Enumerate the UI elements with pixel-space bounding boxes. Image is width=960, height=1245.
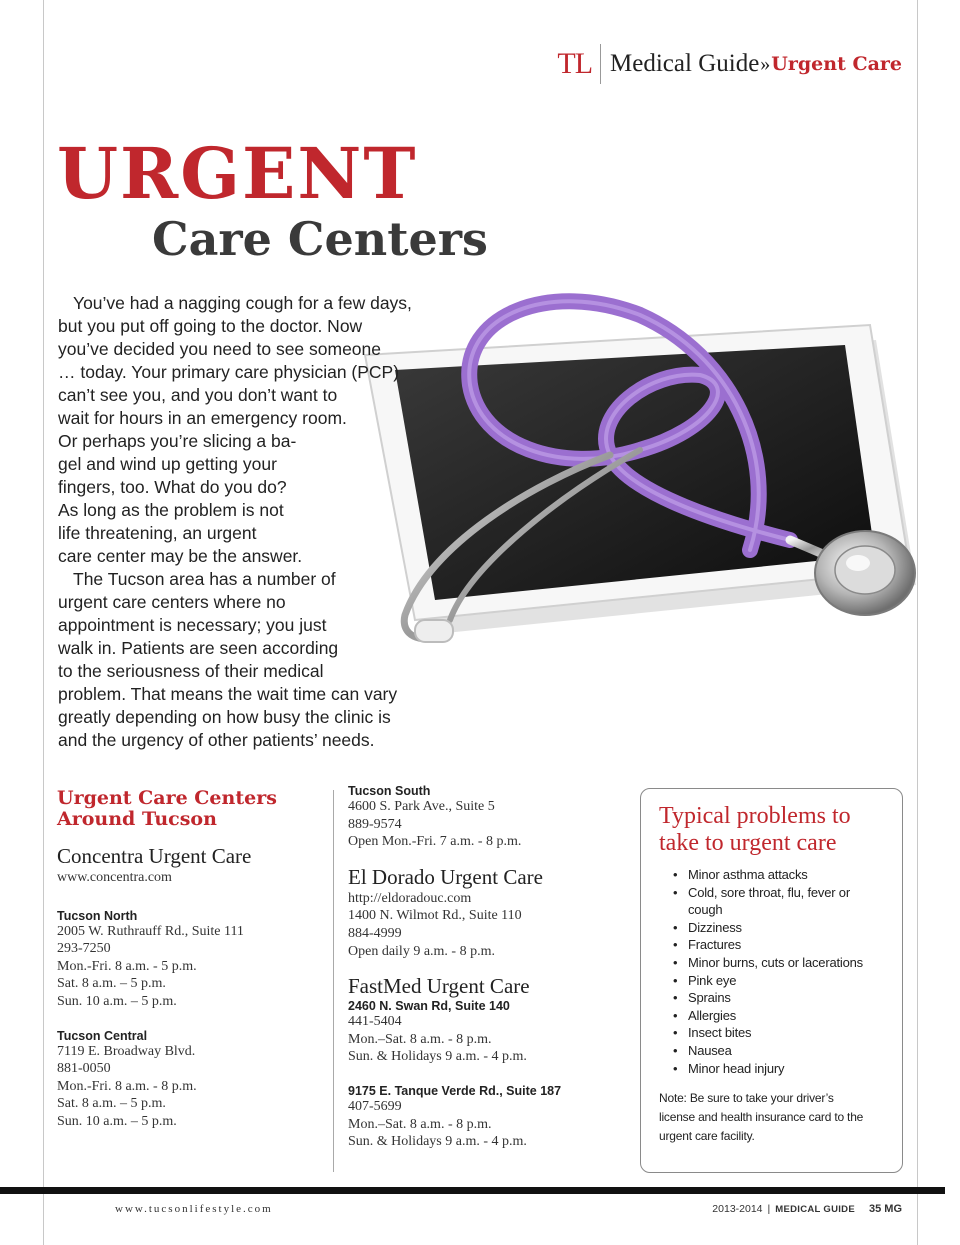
list-item-text: Minor head injury	[688, 1060, 785, 1076]
list-item-text: Cold, sore throat, flu, fever or	[688, 884, 850, 900]
bullet-icon: •	[673, 919, 678, 935]
list-item	[673, 866, 888, 884]
page-title: URGENT	[57, 132, 418, 215]
intro-line: but you put off going to the doctor. Now	[58, 316, 363, 336]
location-info-line: 1400 N. Wilmot Rd., Suite 110	[348, 908, 522, 924]
location-info-line: 881-0050	[57, 1061, 111, 1077]
clinic-list-column-2	[348, 784, 618, 1151]
bullet-icon: •	[673, 1007, 678, 1023]
page-subtitle: Care Centers	[152, 212, 488, 266]
chestpiece-icon	[815, 531, 915, 615]
bullet-icon: •	[673, 867, 678, 882]
header-arrow: »	[760, 52, 771, 75]
location-info-line: Sun. 10 a.m. – 5 p.m.	[57, 993, 177, 1009]
column-divider	[333, 790, 334, 1172]
intro-paragraphs	[58, 292, 438, 752]
list-item	[673, 954, 888, 972]
location-info-line: 441-5404	[348, 1014, 402, 1030]
bullet-icon: •	[673, 884, 678, 900]
location-info-line: Open Mon.-Fri. 7 a.m. - 8 p.m.	[348, 834, 522, 850]
bullet-icon: •	[673, 954, 678, 970]
clinic-url-el-dorado: http://eldoradouc.com	[348, 890, 472, 906]
list-item	[673, 1024, 888, 1042]
clinic-name-concentra: Concentra Urgent Care	[57, 844, 252, 868]
location-info-line: Sat. 8 a.m. – 5 p.m.	[57, 976, 166, 992]
tips-title	[659, 803, 888, 857]
page-rule-left	[43, 0, 44, 1245]
tips-title-line: take to urgent care	[659, 830, 837, 856]
bullet-icon: •	[673, 972, 678, 988]
list-item	[673, 1042, 888, 1060]
tips-note	[659, 1089, 888, 1146]
location-info-line: Open daily 9 a.m. - 8 p.m.	[348, 943, 495, 959]
location-label-tanque-verde: 9175 E. Tanque Verde Rd., Suite 187	[348, 1083, 562, 1098]
intro-line: gel and wind up getting your	[58, 454, 277, 474]
tips-title-line: Typical problems to	[659, 803, 851, 829]
bullet-icon: •	[673, 1042, 678, 1058]
clinic-list-column-1	[57, 788, 317, 1131]
list-item-text: Allergies	[688, 1007, 737, 1023]
tips-note-line: license and health insurance card to the	[659, 1110, 864, 1125]
intro-line: The Tucson area has a number of	[73, 569, 336, 589]
intro-line: fingers, too. What do you do?	[58, 477, 287, 497]
location-label-tucson-south: Tucson South	[348, 784, 431, 798]
header-section-label: Urgent Care	[771, 53, 902, 75]
location-info-line: 2005 W. Ruthrauff Rd., Suite 111	[57, 923, 244, 939]
intro-line: As long as the problem is not	[58, 500, 284, 520]
location-info-line: Mon.–Sat. 8 a.m. - 8 p.m.	[348, 1031, 492, 1047]
location-info-line: 293-7250	[57, 941, 111, 957]
list-item-text: Minor asthma attacks	[688, 867, 808, 882]
list-item	[673, 1060, 888, 1078]
tl-logo: TL	[557, 47, 593, 80]
intro-line: can’t see you, and you don’t want to	[58, 385, 338, 405]
location-info-line: 4600 S. Park Ave., Suite 5	[348, 799, 495, 814]
intro-line: … today. Your primary care physician (PCP)	[58, 362, 400, 382]
list-item	[673, 972, 888, 990]
bullet-icon: •	[673, 1025, 678, 1041]
intro-line: urgent care centers where no	[58, 592, 286, 612]
list-heading-line: Urgent Care Centers	[57, 787, 277, 809]
list-item	[673, 884, 888, 902]
list-item-text: Insect bites	[688, 1025, 752, 1041]
clinic-url-concentra: www.concentra.com	[57, 870, 172, 885]
location-label-tucson-north: Tucson North	[57, 908, 138, 923]
tips-note-line: Note: Be sure to take your driver’s	[659, 1091, 834, 1106]
bullet-icon: •	[673, 937, 678, 953]
intro-line: wait for hours in an emergency room.	[58, 408, 347, 428]
list-item	[673, 919, 888, 937]
list-item-text: cough	[688, 902, 723, 918]
list-item	[673, 936, 888, 954]
location-info-line: Sun. 10 a.m. – 5 p.m.	[57, 1113, 177, 1129]
intro-line: care center may be the answer.	[58, 546, 303, 566]
intro-line: greatly depending on how busy the clinic is	[58, 707, 391, 727]
footer-folio	[712, 1203, 902, 1215]
list-item	[673, 989, 888, 1007]
location-info-line: Mon.-Fri. 8 a.m. - 8 p.m.	[57, 1078, 197, 1094]
page-header	[557, 40, 902, 88]
intro-line: and the urgency of other patients’ needs.	[58, 730, 375, 750]
list-item-text: Sprains	[688, 990, 731, 1006]
list-item-text: Dizziness	[688, 919, 742, 935]
location-info-line: Mon.–Sat. 8 a.m. - 8 p.m.	[348, 1116, 492, 1132]
footer-year: 2013-2014	[712, 1203, 763, 1215]
intro-line: appointment is necessary; you just	[58, 615, 327, 635]
location-info-line: Sun. & Holidays 9 a.m. - 4 p.m.	[348, 1134, 527, 1150]
intro-line: You’ve had a nagging cough for a few days,	[73, 293, 412, 313]
footer-separator: |	[767, 1203, 771, 1215]
tips-note-line: urgent care facility.	[659, 1129, 755, 1144]
list-item-continuation	[688, 901, 888, 919]
bullet-icon: •	[673, 990, 678, 1006]
intro-line: problem. That means the wait time can vary	[58, 684, 398, 704]
list-item	[673, 1007, 888, 1025]
location-info-line: 407-5699	[348, 1098, 402, 1114]
footer-guide-label: MEDICAL GUIDE	[775, 1203, 855, 1215]
list-item-text: Fractures	[688, 937, 742, 953]
location-info-line: Sat. 8 a.m. – 5 p.m.	[57, 1096, 166, 1112]
location-info-line: Mon.-Fri. 8 a.m. - 5 p.m.	[57, 958, 197, 974]
tips-list	[659, 866, 888, 1077]
location-label-swan: 2460 N. Swan Rd, Suite 140	[348, 999, 510, 1014]
list-item-text: Minor burns, cuts or lacerations	[688, 954, 863, 970]
list-item-text: Nausea	[688, 1042, 732, 1058]
intro-line: you’ve decided you need to see someone	[58, 339, 382, 359]
location-info-line: 7119 E. Broadway Blvd.	[57, 1043, 196, 1059]
typical-problems-box	[640, 788, 903, 1173]
page-number: 35 MG	[868, 1203, 902, 1215]
header-guide-label: Medical Guide	[610, 50, 760, 77]
header-divider	[600, 44, 601, 84]
footer-bar	[0, 1187, 945, 1194]
intro-line: life threatening, an urgent	[58, 523, 257, 543]
clinic-name-el-dorado: El Dorado Urgent Care	[348, 864, 543, 889]
list-heading-line: Around Tucson	[57, 808, 217, 830]
location-info-line: 884-4999	[348, 925, 402, 941]
location-label-tucson-central: Tucson Central	[57, 1028, 148, 1043]
list-item-text: Pink eye	[688, 972, 737, 988]
intro-line: Or perhaps you’re slicing a ba-	[58, 431, 297, 451]
location-info-line: Sun. & Holidays 9 a.m. - 4 p.m.	[348, 1049, 527, 1065]
intro-line: to the seriousness of their medical	[58, 661, 324, 681]
footer-url: www.tucsonlifestyle.com	[115, 1203, 273, 1215]
list-heading	[57, 788, 317, 830]
clinic-name-fastmed: FastMed Urgent Care	[348, 974, 530, 999]
location-info-line: 889-9574	[348, 816, 402, 832]
bullet-icon: •	[673, 1060, 678, 1076]
intro-line: walk in. Patients are seen according	[58, 638, 339, 658]
